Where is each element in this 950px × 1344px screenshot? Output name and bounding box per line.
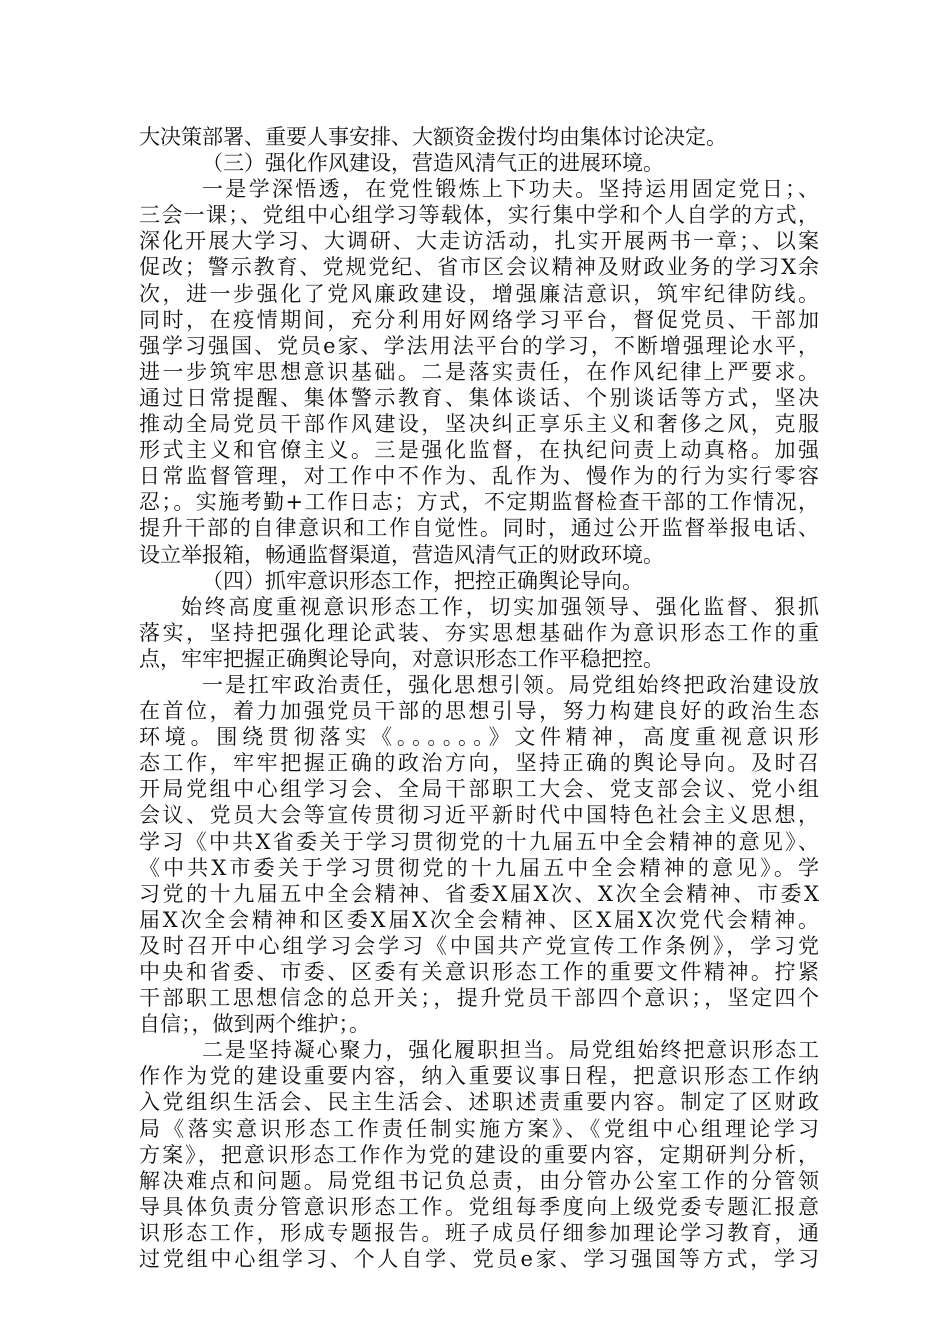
text-line: 解决难点和问题。局党组书记负总责，由分管办公室工作的分管领 xyxy=(139,1168,819,1193)
text-line: 大决策部署、重要人事安排、大额资金拨付均由集体讨论决定。 xyxy=(139,125,727,149)
document-body xyxy=(139,124,819,1272)
text-line: 促改；警示教育、党规党纪、省市区会议精神及财政业务的学习X余 xyxy=(139,255,819,280)
text-line: 忍；。实施考勤+工作日志；方式，不定期监督检查干部的工作情况， xyxy=(139,490,819,515)
text-line: 二是坚持凝心聚力，强化履职担当。局党组始终把意识形态工 xyxy=(202,1038,819,1063)
text-line: 习党的十九届五中全会精神、省委X届X次、X次全会精神、市委X xyxy=(139,881,819,906)
text-line: 设立举报箱，畅通监督渠道，营造风清气正的财政环境。 xyxy=(139,542,664,567)
text-line: 强学习强国、党员e家、学法用法平台的学习，不断增强理论水平， xyxy=(139,333,819,358)
text-line: 自信；，做到两个维护；。 xyxy=(139,1012,370,1037)
text-line: 及时召开中心组学习会学习《中国共产党宣传工作条例》，学习党 xyxy=(139,933,819,958)
text-line: 学习《中共X省委关于学习贯彻党的十九届五中全会精神的意见》、 xyxy=(139,829,819,854)
text-line: 提升干部的自律意识和工作自觉性。同时，通过公开监督举报电话、 xyxy=(139,516,819,541)
text-line: 始终高度重视意识形态工作，切实加强领导、强化监督、狠抓 xyxy=(181,594,819,619)
text-line: 中央和省委、市委、区委有关意识形态工作的重要文件精神。拧紧 xyxy=(139,960,819,984)
text-line: 届X次全会精神和区委X届X次全会精神、区X届X次党代会精神。 xyxy=(139,907,819,932)
text-line: 一是学深悟透，在党性锻炼上下功夫。坚持运用固定党日；、 xyxy=(202,177,819,202)
text-line: 过党组中心组学习、个人自学、党员e家、学习强国等方式，学习 xyxy=(139,1247,819,1272)
text-line: 次，进一步强化了党风廉政建设，增强廉洁意识，筑牢纪律防线。 xyxy=(139,281,819,306)
text-line: 导具体负责分管意识形态工作。党组每季度向上级党委专题汇报意 xyxy=(139,1194,819,1219)
text-line: 方案》，把意识形态工作作为党的建设的重要内容，定期研判分析， xyxy=(139,1142,819,1167)
section-heading-3: （三）强化作风建设，营造风清气正的进展环境。 xyxy=(202,151,664,176)
text-line: 形式主义和官僚主义。三是强化监督，在执纪问责上动真格。加强 xyxy=(139,438,819,463)
text-line: 进一步筑牢思想意识基础。二是落实责任，在作风纪律上严要求。 xyxy=(139,359,819,384)
section-heading-4: （四）抓牢意识形态工作，把控正确舆论导向。 xyxy=(202,568,643,593)
text-line: 环境。围绕贯彻落实《。。。。。。》文件精神，高度重视意识形 xyxy=(139,725,819,750)
text-line: 点，牢牢把握正确舆论导向，对意识形态工作平稳把控。 xyxy=(139,646,664,671)
text-line: 三会一课；、党组中心组学习等载体，实行集中学和个人自学的方式， xyxy=(139,203,819,228)
text-line: 通过日常提醒、集体警示教育、集体谈话、个别谈话等方式，坚决 xyxy=(139,385,819,410)
text-line: 同时，在疫情期间，充分利用好网络学习平台，督促党员、干部加 xyxy=(139,307,819,332)
text-line: 局《落实意识形态工作责任制实施方案》、《党组中心组理论学习 xyxy=(139,1116,819,1141)
text-line: 日常监督管理，对工作中不作为、乱作为、慢作为的行为实行零容 xyxy=(139,464,819,489)
text-line: 识形态工作，形成专题报告。班子成员仔细参加理论学习教育，通 xyxy=(139,1220,819,1245)
text-line: 深化开展大学习、大调研、大走访活动，扎实开展两书一章；、以案 xyxy=(139,229,819,254)
text-line: 在首位，着力加强党员干部的思想引导，努力构建良好的政治生态 xyxy=(139,699,819,724)
text-line: 推动全局党员干部作风建设，坚决纠正享乐主义和奢侈之风，克服 xyxy=(139,412,819,437)
text-line: 开局党组中心组学习会、全局干部职工大会、党支部会议、党小组 xyxy=(139,777,819,802)
text-line: 会议、党员大会等宣传贯彻习近平新时代中国特色社会主义思想， xyxy=(139,803,819,828)
text-line: 作作为党的建设重要内容，纳入重要议事日程，把意识形态工作纳 xyxy=(139,1064,819,1089)
text-line: 入党组织生活会、民主生活会、述职述责重要内容。制定了区财政 xyxy=(139,1090,819,1115)
text-line: 一是扛牢政治责任，强化思想引领。局党组始终把政治建设放 xyxy=(202,672,819,697)
text-line: 干部职工思想信念的总开关；，提升党员干部四个意识；，坚定四个 xyxy=(139,986,819,1011)
text-line: 《中共X市委关于学习贯彻党的十九届五中全会精神的意见》。学 xyxy=(139,855,819,880)
text-line: 落实，坚持把强化理论武装、夯实思想基础作为意识形态工作的重 xyxy=(139,620,819,645)
text-line: 态工作，牢牢把握正确的政治方向，坚持正确的舆论导向。及时召 xyxy=(139,751,819,776)
